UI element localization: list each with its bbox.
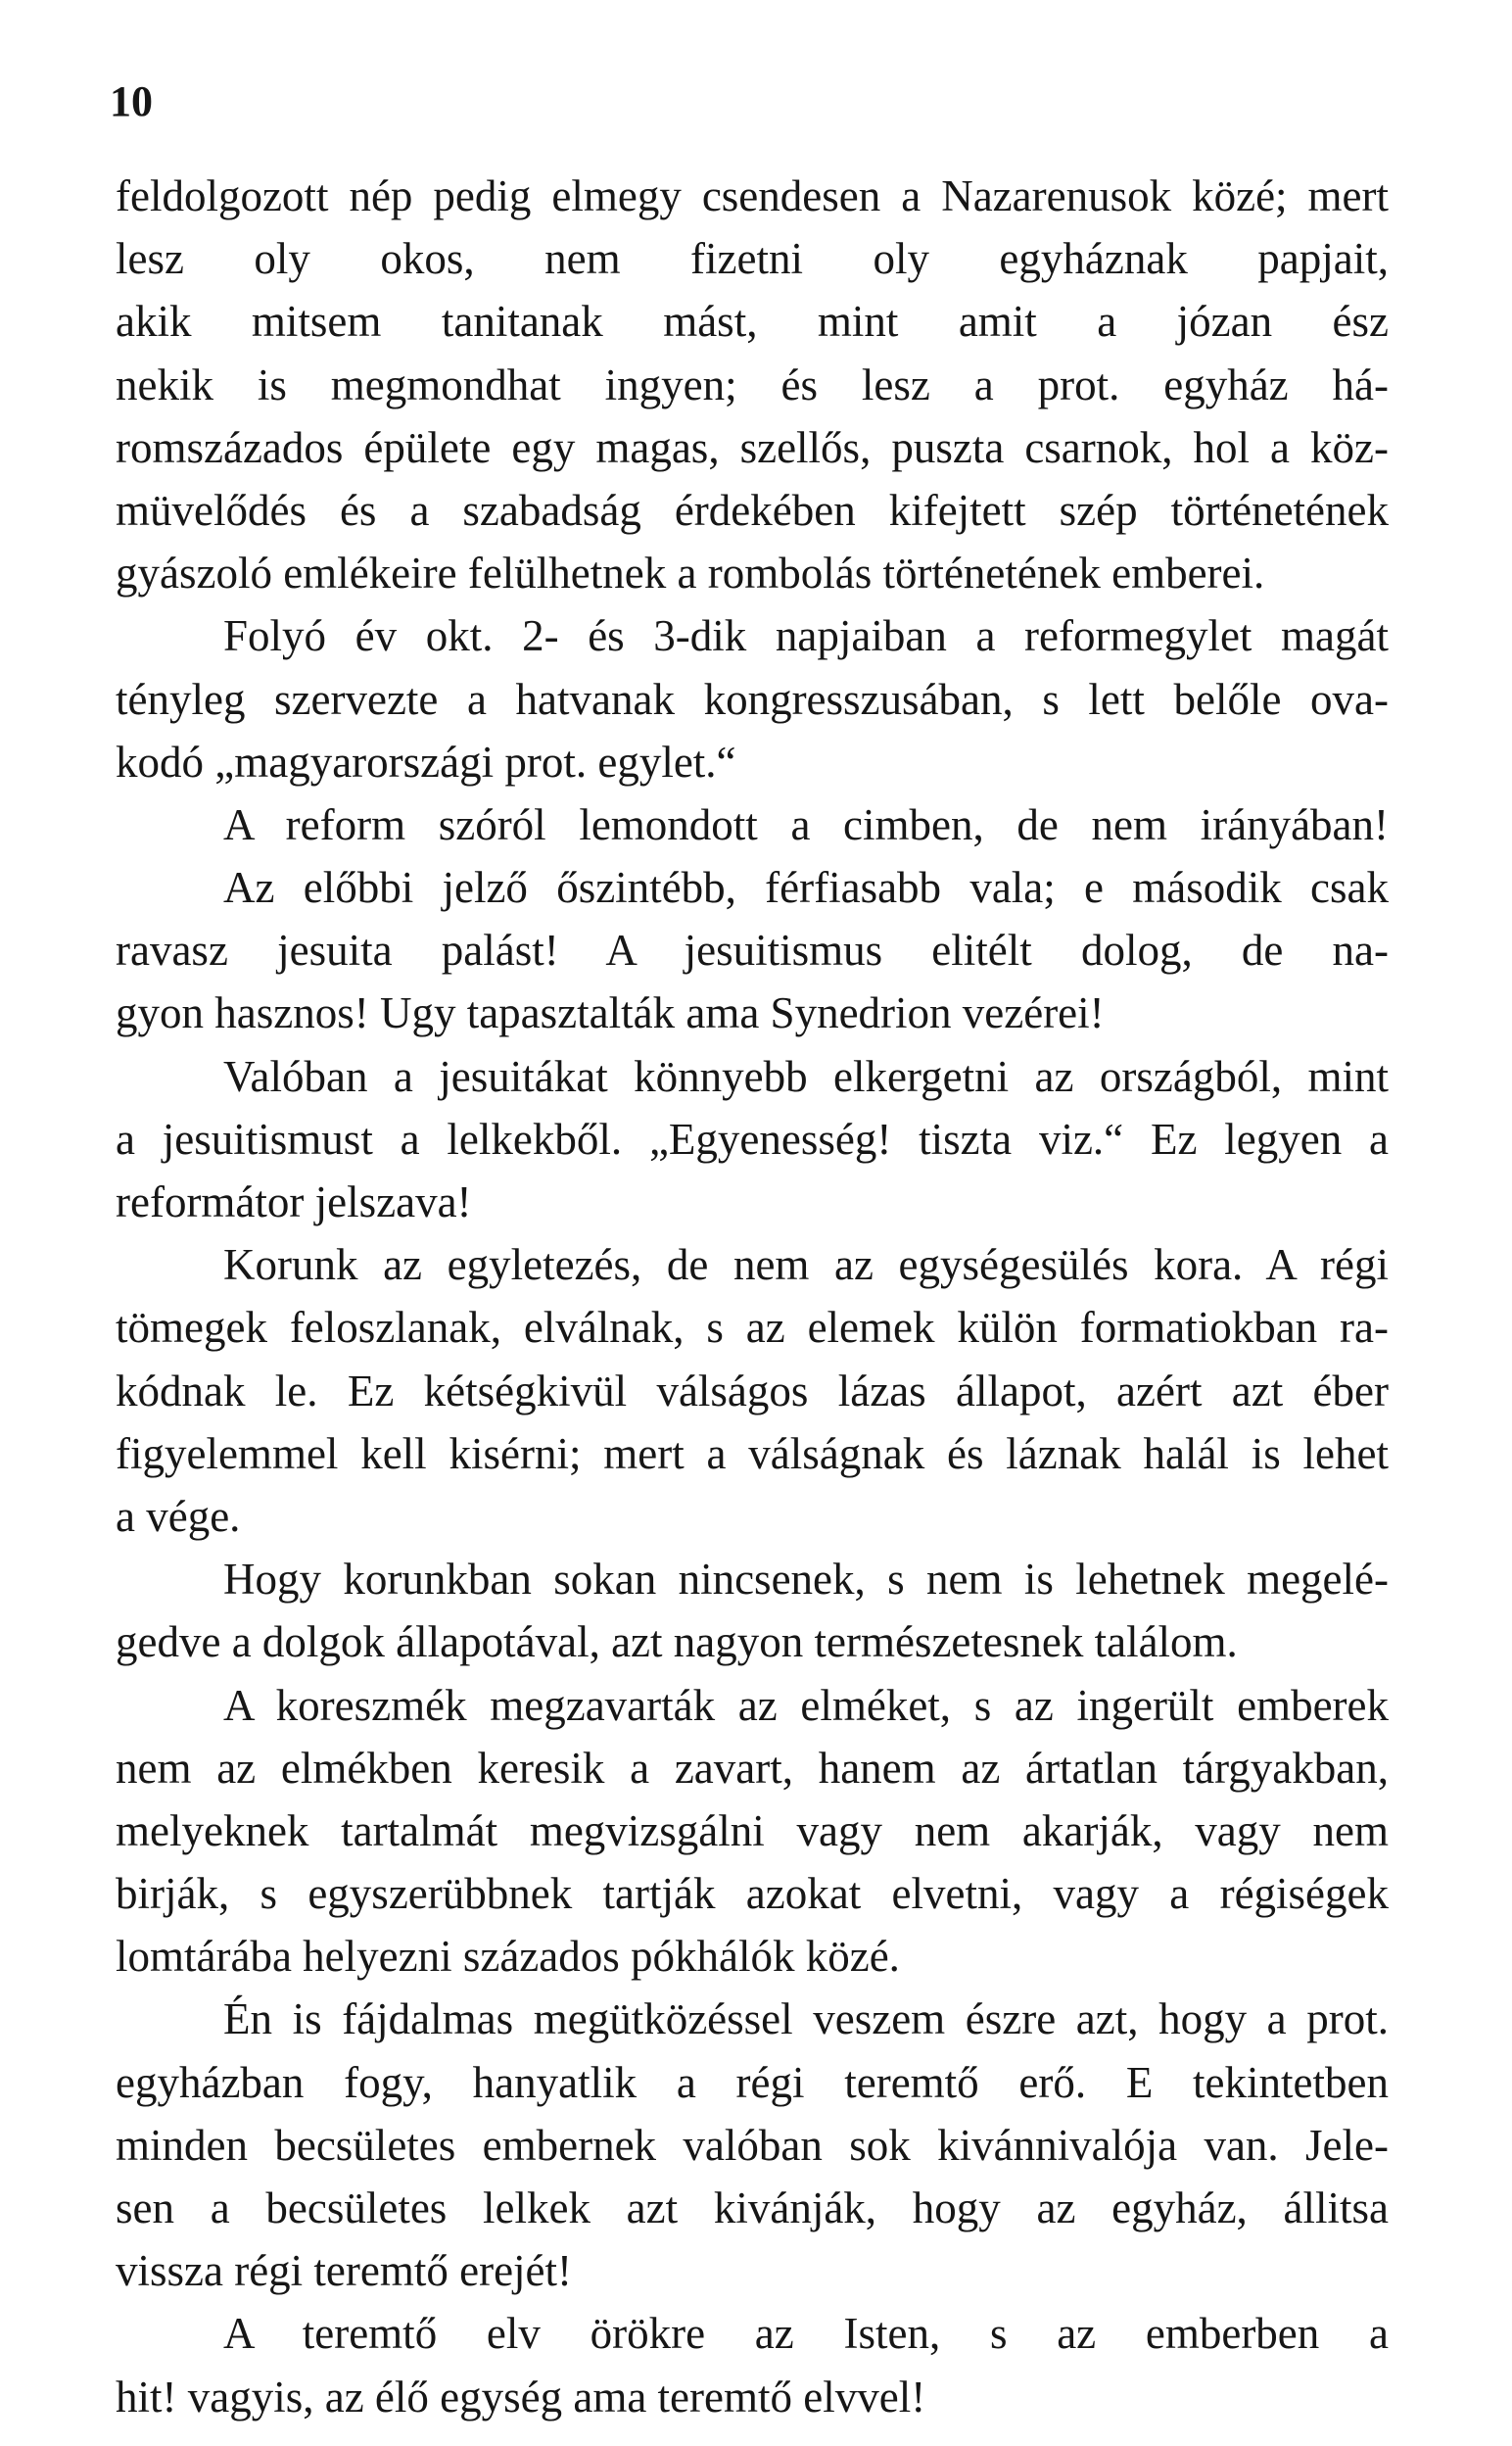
text-line: Folyó év okt. 2- és 3-dik napjaiban a reformegylet magát: [223, 611, 1389, 661]
text-line: kodó „magyarországi prot. egylet.“: [116, 737, 736, 787]
text-line: Valóban a jesuitákat könnyebb elkergetni az országból, mint: [223, 1051, 1389, 1101]
text-line: romszázados épülete egy magas, szellős, puszta csarnok, hol a köz-: [116, 422, 1389, 472]
text-line: A koreszmék megzavarták az elméket, s az ingerült emberek: [223, 1680, 1389, 1730]
text-line: birják, s egyszerübbnek tartják azokat elvetni, vagy a régiségek: [116, 1869, 1389, 1919]
text-line: lesz oly okos, nem fizetni oly egyháznak papjait,: [116, 234, 1389, 284]
text-line: gyon hasznos! Ugy tapasztalták ama Synedrion vezérei!: [116, 988, 1105, 1038]
text-line: nem az elmékben keresik a zavart, hanem az ártatlan tárgyakban,: [116, 1743, 1389, 1793]
text-line: egyházban fogy, hanyatlik a régi teremtő erő. E tekintetben: [116, 2057, 1389, 2107]
text-line: nekik is megmondhat ingyen; és lesz a prot. egyház há-: [116, 360, 1389, 409]
text-line: A reform szóról lemondott a cimben, de nem irányában!: [223, 799, 1389, 849]
text-line: figyelemmel kell kisérni; mert a válságnak és láznak halál is lehet: [116, 1428, 1389, 1478]
text-line: ravasz jesuita palást! A jesuitismus elitélt dolog, de na-: [116, 926, 1389, 976]
text-line: tömegek feloszlanak, elválnak, s az elemek külön formatiokban ra-: [116, 1303, 1389, 1353]
text-line: reformátor jelszava!: [116, 1177, 472, 1226]
text-line: Hogy korunkban sokan nincsenek, s nem is lehetnek megelé-: [223, 1555, 1389, 1605]
text-line: feldolgozott nép pedig elmegy csendesen a Nazarenusok közé; mert: [116, 171, 1389, 220]
text-line: akik mitsem tanitanak mást, mint amit a józan ész: [116, 297, 1389, 347]
text-line: a vége.: [116, 1491, 241, 1541]
text-line: Korunk az egyletezés, de nem az egységesülés kora. A régi: [223, 1240, 1389, 1290]
text-line: gyászoló emlékeire felülhetnek a rombolás történetének emberei.: [116, 549, 1265, 599]
text-line: Az előbbi jelző őszintébb, férfiasabb vala; e második csak: [223, 863, 1389, 913]
text-line: tényleg szervezte a hatvanak kongresszusában, s lett belőle ova-: [116, 674, 1389, 724]
text-line: müvelődés és a szabadság érdekében kifejtett szép történetének: [116, 485, 1389, 535]
text-line: gedve a dolgok állapotával, azt nagyon természetesnek találom.: [116, 1617, 1238, 1667]
text-line: melyeknek tartalmát megvizsgálni vagy nem akarják, vagy nem: [116, 1805, 1389, 1855]
text-line: Én is fájdalmas megütközéssel veszem észre azt, hogy a prot.: [223, 1994, 1389, 2044]
text-line: A teremtő elv örökre az Isten, s az emberben a: [223, 2309, 1389, 2359]
body-text: [116, 165, 1389, 2428]
text-line: vissza régi teremtő erejét!: [116, 2246, 573, 2296]
text-line: lomtárába helyezni százados pókhálók közé.: [116, 1932, 900, 1982]
text-line: sen a becsületes lelkek azt kivánják, hogy az egyház, állitsa: [116, 2183, 1389, 2232]
text-line: minden becsületes embernek valóban sok kivánnivalója van. Jele-: [116, 2120, 1389, 2170]
text-line: hit! vagyis, az élő egység ama teremtő elvvel!: [116, 2372, 926, 2422]
page-number: 10: [110, 77, 153, 125]
text-line: kódnak le. Ez kétségkivül válságos lázas állapot, azért azt éber: [116, 1366, 1389, 1415]
text-line: a jesuitismust a lelkekből. „Egyenesség! tiszta viz.“ Ez legyen a: [116, 1114, 1389, 1164]
